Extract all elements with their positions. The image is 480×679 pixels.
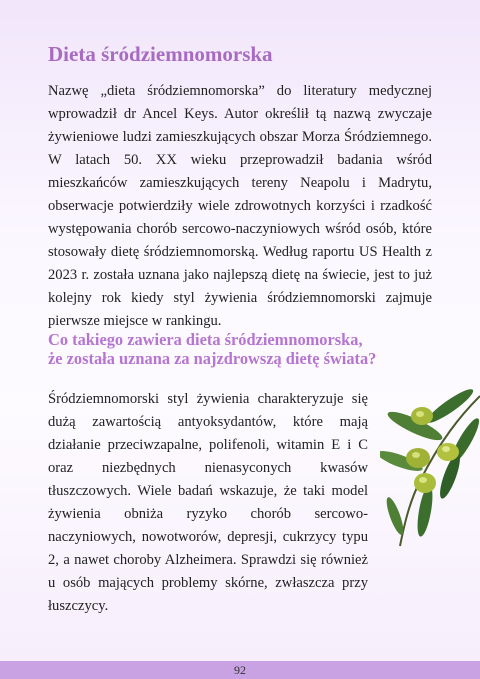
- footer-bar: [0, 661, 480, 679]
- subheading-line-1: Co takiego zawiera dieta śródziemnomorska,: [48, 330, 363, 349]
- body-paragraph: Śródziemnomorski styl żywienia charakteryzuje się dużą zawartością antyoksydantów, które mają działanie przeciwzapalne, polifenoli, witamin E i C oraz niezbędnych nienasyconych kwasów tłuszczowych. Wiele badań wskazuje, że taki model żywienia obniża ryzyko chorób sercowo-naczyniowych, nowotworów, depresji, cukrzycy typu 2, a nawet choroby Alzheimera. Sprawdzi się również u osób mających problemy skórne, zwłaszcza przy łuszczycy.: [48, 391, 368, 614]
- page-number: 92: [234, 662, 246, 677]
- page-title: Dieta śródziemnomorska: [48, 42, 273, 66]
- intro-paragraph: Nazwę „dieta śródziemnomorska” do literatury medycznej wprowadził dr Ancel Keys. Autor określił tą nazwą zwyczaje żywieniowe ludzi zamieszkujących obszar Morza Śródziemnego. W latach 50. XX wieku przeprowadził badania wśród mieszkańców zamieszkujących tereny Neapolu i Madrytu, obserwacje potwierdziły wiele zdrowotnych korzyści i rzadkość występowania chorób sercowo-naczyniowych wśród osób, które stosowały dietę śródziemnomorską. Według raportu US Health z 2023 r. została uznana jako najlepszą dietę na świecie, jest to już kolejny rok kiedy styl żywienia śródziemnomorski zajmuje pierwsze miejsce w rankingu.: [48, 83, 432, 329]
- subheading-line-2: że została uznana za najzdrowszą dietę świata?: [48, 349, 377, 368]
- olive-branch-icon: [380, 386, 480, 556]
- section-subheading: [48, 330, 408, 368]
